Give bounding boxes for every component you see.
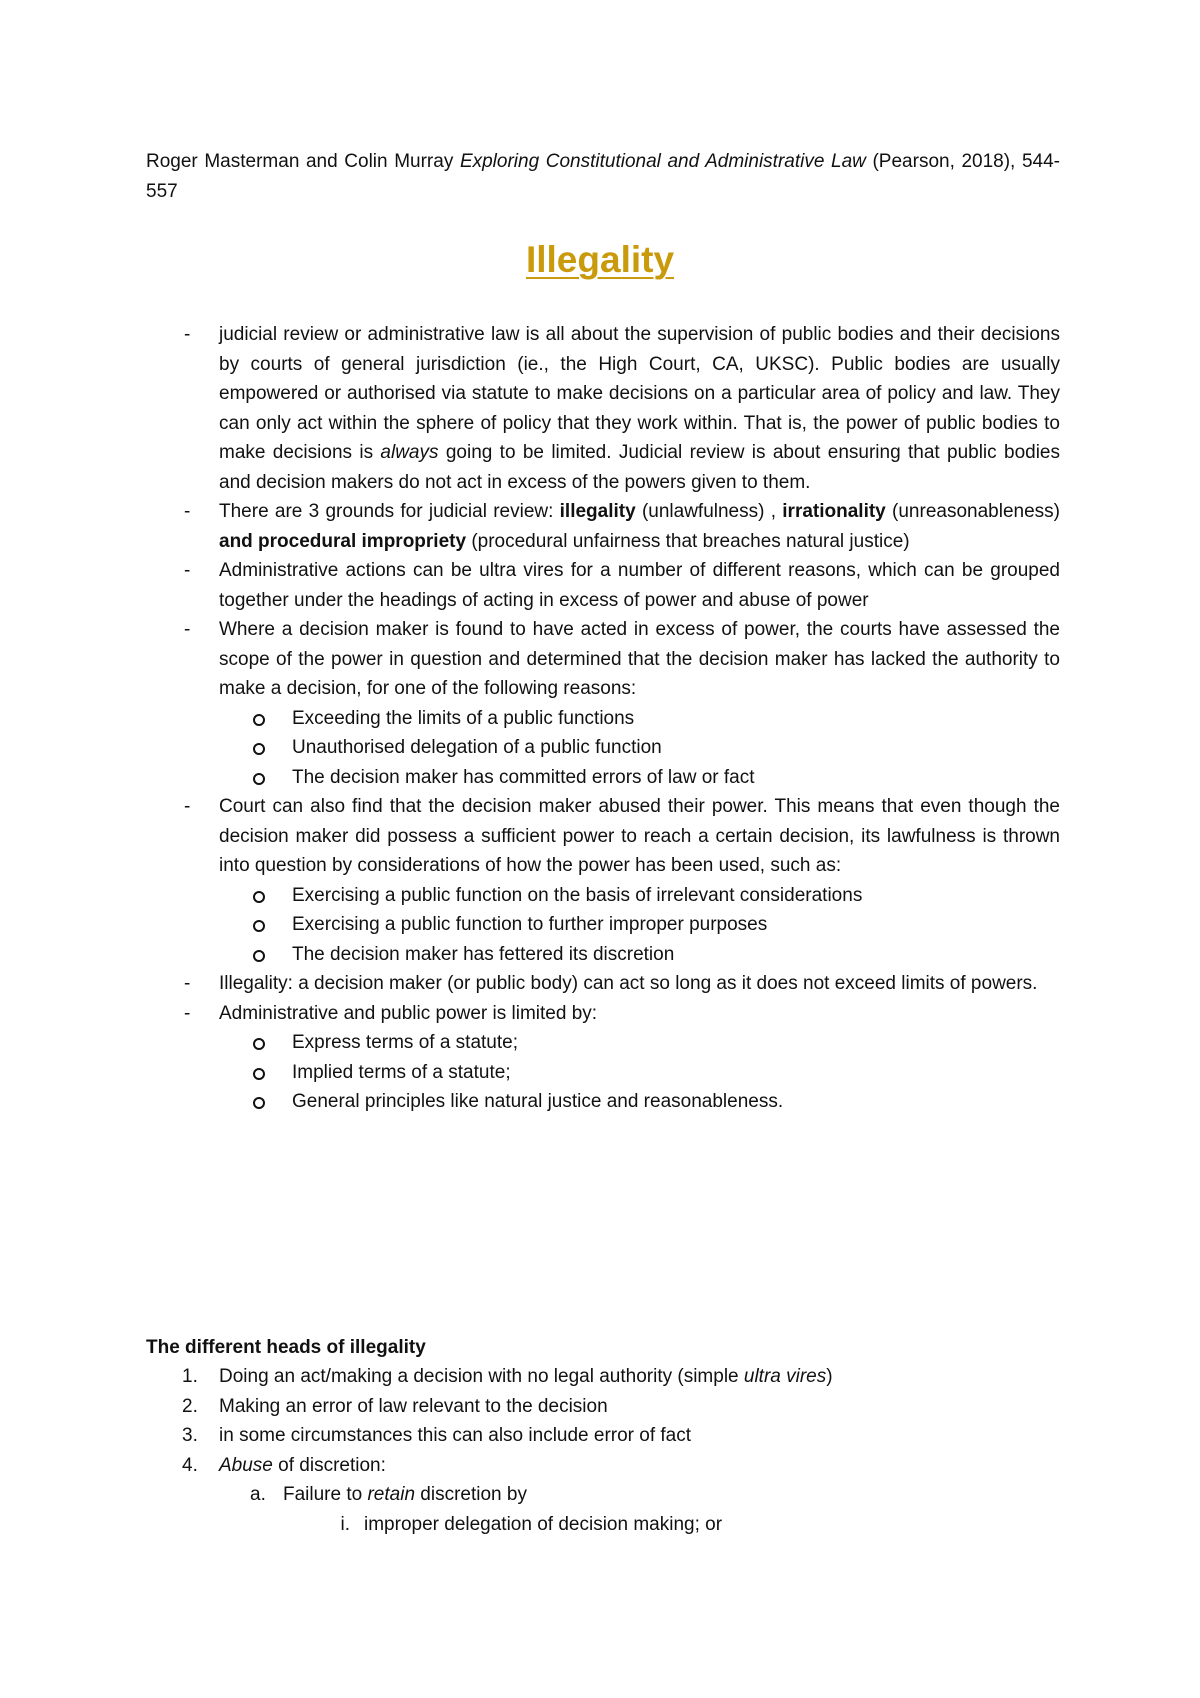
list-item: [219, 1087, 1060, 1117]
list-item: [146, 999, 1060, 1117]
circle-bullet-icon: [253, 743, 265, 755]
list-item: [146, 1480, 1060, 1539]
bullet-text: Court can also find that the decision maker abused their power. This means that even though the decision maker did possess a sufficient power to reach a certain decision, its lawfulness is thrown into question by considerations of how the power has been used, such as:: [219, 796, 1060, 876]
bullet-text: (unlawfulness) ,: [635, 501, 783, 522]
circle-bullet-icon: [253, 714, 265, 726]
circle-bullet-icon: [253, 1068, 265, 1080]
citation-book-title: Exploring Constitutional and Administrative Law: [459, 151, 866, 172]
citation: [146, 147, 1060, 206]
list-item: [146, 320, 1060, 497]
list-item: [146, 1362, 1060, 1392]
list-item: [146, 1510, 1060, 1540]
sub-bullet-text: Exceeding the limits of a public functions: [292, 707, 635, 729]
list-item-content: [219, 1480, 1060, 1510]
citation-authors: Roger Masterman and Colin Murray: [146, 151, 454, 172]
notes-bullet-list: [146, 320, 1071, 1117]
sub-bullet-text: Unauthorised delegation of a public function: [292, 737, 662, 758]
list-item: [146, 556, 1060, 615]
dash-bullet: -: [184, 501, 191, 522]
list-item-text: Failure to: [283, 1484, 368, 1505]
list-item: [146, 792, 1060, 969]
circle-bullet-icon: [253, 773, 265, 785]
bullet-text: There are 3 grounds for judicial review:: [219, 501, 560, 522]
bullet-bold-text: irrationality: [782, 501, 886, 522]
list-item-text: Making an error of law relevant to the decision: [219, 1395, 608, 1417]
bullet-text: Illegality: a decision maker (or public body) can act so long as it does not exceed limits of powers.: [219, 973, 1038, 994]
list-item: [146, 1392, 1060, 1422]
lettered-sub-list: [146, 1480, 1060, 1539]
sub-bullet-text: Exercising a public function to further improper purposes: [292, 914, 768, 935]
citation-publication: (Pearson, 2018), 544-557: [146, 151, 1060, 202]
sub-bullet-list: [219, 704, 1060, 793]
bullet-text: (procedural unfairness that breaches natural justice): [466, 530, 910, 552]
list-number: 3.: [182, 1425, 198, 1446]
section-heading: The different heads of illegality: [146, 1337, 426, 1358]
list-roman-numeral: i.: [340, 1513, 350, 1535]
numbered-list: [146, 1362, 1060, 1539]
dash-bullet: -: [184, 560, 191, 581]
circle-bullet-icon: [253, 1097, 265, 1109]
circle-bullet-icon: [253, 920, 265, 932]
bullet-text: (unreasonableness): [885, 501, 1071, 522]
list-item: [219, 881, 1060, 911]
bullet-italic-text: always: [380, 442, 439, 463]
sub-bullet-list: [219, 881, 1060, 970]
roman-sub-list: [146, 1510, 1060, 1540]
list-item: [219, 1058, 1060, 1088]
list-item: [219, 1028, 1060, 1058]
bullet-bold-text: illegality: [559, 501, 636, 522]
list-item: [146, 615, 1060, 792]
sub-bullet-text: The decision maker has committed errors of law or fact: [292, 766, 755, 788]
list-item: [146, 969, 1060, 999]
dash-bullet: -: [184, 324, 191, 345]
list-item: [219, 940, 1060, 970]
dash-bullet: -: [184, 619, 191, 640]
list-number: 1.: [182, 1366, 198, 1387]
list-item: [219, 733, 1060, 763]
list-item: [146, 497, 1071, 556]
list-item: [219, 763, 1060, 793]
sub-bullet-text: The decision maker has fettered its discretion: [292, 943, 675, 965]
bullet-text: Administrative and public power is limited by:: [219, 1002, 598, 1024]
bullet-bold-text: and procedural impropriety: [219, 530, 467, 552]
page-title: Illegality: [525, 239, 675, 280]
list-item-text: ): [826, 1366, 833, 1387]
list-item-text: discretion by: [415, 1484, 527, 1505]
circle-bullet-icon: [253, 950, 265, 962]
sub-bullet-text: Express terms of a statute;: [292, 1032, 518, 1053]
list-item: [146, 1451, 1060, 1540]
sub-bullet-text: Implied terms of a statute;: [292, 1061, 511, 1083]
list-number: 2.: [182, 1395, 198, 1417]
list-item-text: in some circumstances this can also include error of fact: [219, 1425, 692, 1446]
circle-bullet-icon: [253, 1038, 265, 1050]
bullet-text: going to be limited. Judicial review is about ensuring that public bodies and decision makers do not act in excess of the powers given to them.: [219, 442, 1060, 493]
list-number: 4.: [182, 1454, 198, 1476]
dash-bullet: -: [184, 1002, 191, 1024]
list-item-text: Doing an act/making a decision with no legal authority (simple: [219, 1366, 744, 1387]
list-letter: a.: [250, 1484, 266, 1505]
list-item: [219, 704, 1060, 734]
bullet-text: judicial review or administrative law is all about the supervision of public bodies and their decisions by courts of general jurisdiction (ie., the High Court, CA, UKSC). Public bodies are usually empowered or authorised via statute to make decisions on a particular area of policy and law. They can only act within the sphere of policy that they work within. That is, the power of public bodies to make decisions is: [219, 324, 1060, 463]
bullet-text: Administrative actions can be ultra vires for a number of different reasons, which can be grouped together under the headings of acting in excess of power and abuse of power: [219, 560, 1060, 611]
circle-bullet-icon: [253, 891, 265, 903]
list-item: [219, 910, 1060, 940]
dash-bullet: -: [184, 973, 191, 994]
list-item-text: of discretion:: [272, 1454, 386, 1476]
list-item-italic-text: retain: [367, 1484, 416, 1505]
sub-bullet-text: Exercising a public function on the basis of irrelevant considerations: [292, 884, 863, 906]
sub-bullet-text: General principles like natural justice and reasonableness.: [292, 1091, 784, 1112]
list-item-text: improper delegation of decision making; or: [364, 1513, 723, 1535]
list-item: [146, 1421, 1060, 1451]
bullet-text: Where a decision maker is found to have acted in excess of power, the courts have assessed the scope of the power in question and determined that the decision maker has lacked the authority to make a decision, for one of the following reasons:: [219, 619, 1060, 699]
sub-bullet-list: [219, 1028, 1060, 1117]
dash-bullet: -: [184, 796, 191, 817]
list-item-italic-text: ultra vires: [743, 1366, 827, 1387]
list-item-italic-text: Abuse: [219, 1454, 273, 1476]
